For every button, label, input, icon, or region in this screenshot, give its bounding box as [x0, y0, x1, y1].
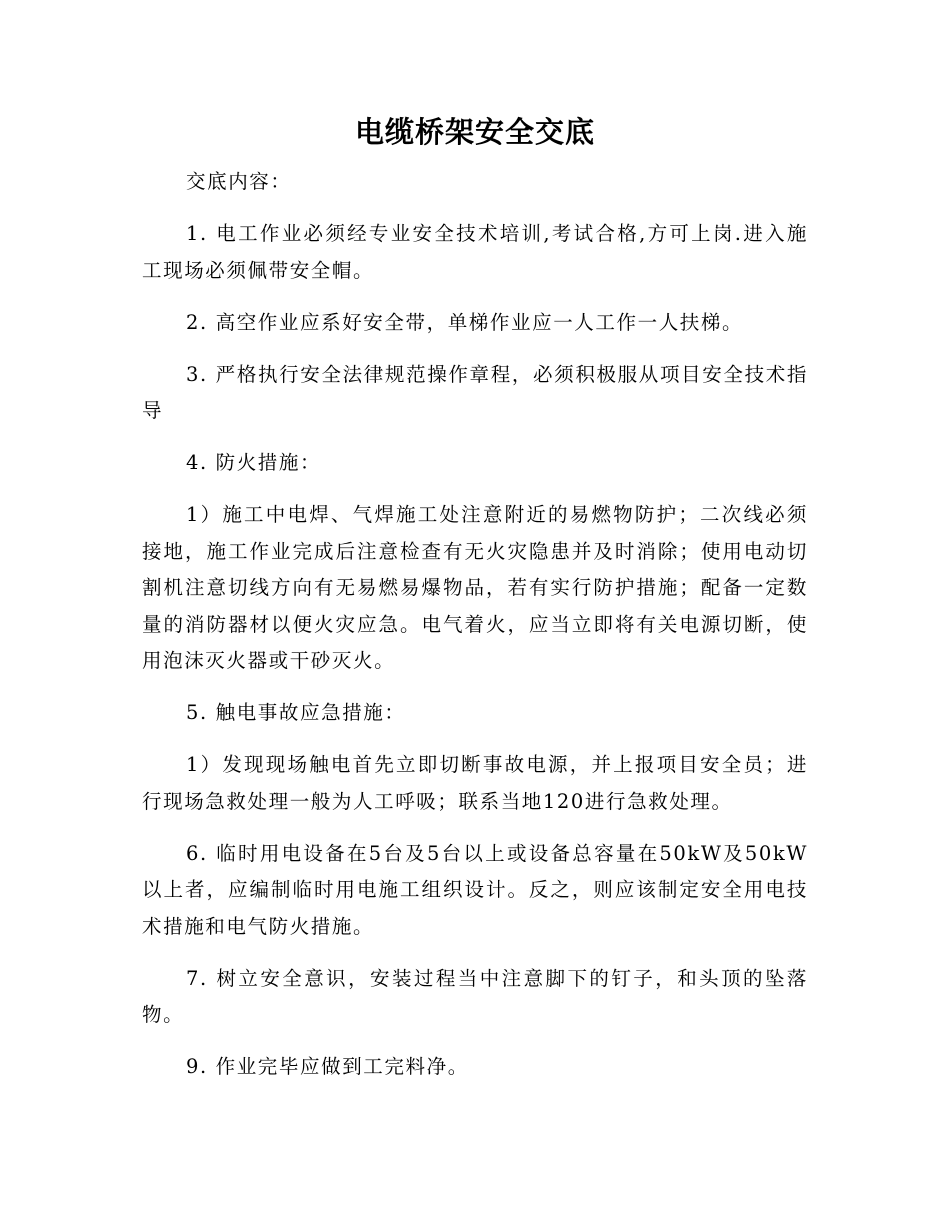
item-2-paragraph: 2. 高空作业应系好安全带，单梯作业应一人工作一人扶梯。 [186, 310, 744, 334]
item-9-paragraph: 9. 作业完毕应做到工完料净。 [186, 1055, 469, 1078]
item-6-paragraph: 6. 临时用电设备在5台及5台以上或设备总容量在50kW及50kW以上者，应编制临时用电施工组织设计。反之，则应该制定安全用电技术措施和电气防火措施。 [142, 841, 808, 938]
document-title: 电缆桥架安全交底 [354, 115, 595, 149]
intro-paragraph: 交底内容： [186, 170, 292, 193]
item-5-detail-paragraph: 1）发现现场触电首先立即切断事故电源，并上报项目安全员；进行现场急救处理一般为人工呼吸；联系当地120进行急救处理。 [142, 753, 808, 813]
document-body [142, 164, 808, 1101]
item-1-paragraph: 1. 电工作业必须经专业安全技术培训,考试合格,方可上岗.进入施工现场必须佩带安全帽。 [142, 222, 808, 282]
item-5-heading: 5. 触电事故应急措施： [186, 701, 406, 724]
item-3-paragraph: 3. 严格执行安全法律规范操作章程，必须积极服从项目安全技术指导 [142, 362, 808, 422]
item-4-detail-paragraph: 1）施工中电焊、气焊施工处注意附近的易燃物防护；二次线必须接地，施工作业完成后注意检查有无火灾隐患并及时消除；使用电动切割机注意切线方向有无易燃易爆物品，若有实行防护措施；配备一定数量的消防器材以便火灾应急。电气着火，应当立即将有关电源切断，使用泡沫灭火器或干砂灭火。 [142, 503, 808, 672]
item-4-heading: 4. 防火措施： [186, 451, 322, 474]
item-7-paragraph: 7. 树立安全意识，安装过程当中注意脚下的钉子，和头顶的坠落物。 [142, 966, 808, 1026]
